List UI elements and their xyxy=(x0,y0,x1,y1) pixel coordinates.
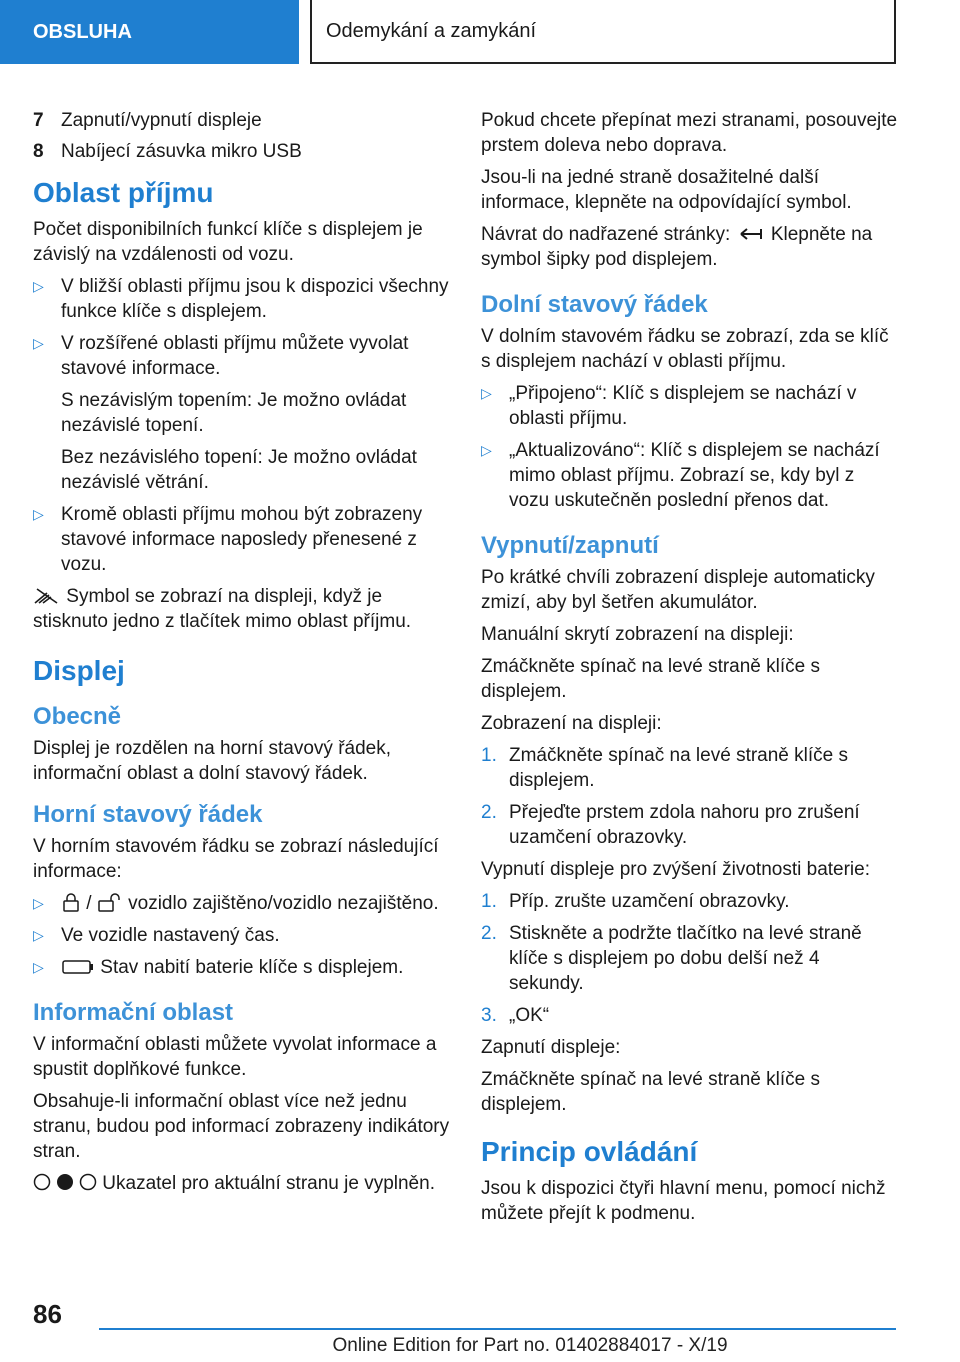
step-text: Příp. zrušte uzamčení obrazovky. xyxy=(509,891,790,912)
list-item-text: „Aktualizováno“: Klíč s displejem se nachází mimo oblast příjmu. Zobrazí se, kdy byl z vozu uskutečněn poslední přenos dat. xyxy=(509,440,880,511)
heading-dolni-stavovy-radek: Dolní stavový řádek xyxy=(481,291,708,318)
step-text: „OK“ xyxy=(509,1005,550,1026)
paragraph: Počet disponibilních funkcí klíče s displejem je závislý na vzdálenosti od vozu. xyxy=(33,219,423,265)
legend-item xyxy=(33,108,451,133)
list-item xyxy=(33,274,451,324)
paragraph: Jsou-li na jedné straně dosažitelné další informace, klepněte na odpovídající symbol. xyxy=(481,167,852,213)
symbol-paragraph xyxy=(33,584,451,634)
heading-vypnuti-zapnuti: Vypnutí/zapnutí xyxy=(481,532,659,559)
ordered-item xyxy=(481,889,899,914)
no-signal-icon xyxy=(33,587,61,605)
page-dots-icon xyxy=(33,1172,97,1192)
legend-text: Nabíjecí zásuvka mikro USB xyxy=(61,141,302,162)
heading-horni-stavovy-radek: Horní stavový řádek xyxy=(33,801,263,828)
ordered-item xyxy=(481,1003,899,1028)
list-item xyxy=(33,923,451,948)
heading-obecne: Obecně xyxy=(33,703,122,730)
ordered-item xyxy=(481,743,899,793)
list-item-body xyxy=(61,891,451,916)
paragraph: V horním stavovém řádku se zobrazí následující informace: xyxy=(33,836,439,882)
lock-open-icon xyxy=(97,892,123,912)
step-number: 1. xyxy=(481,745,497,766)
footer-edition: Online Edition for Part no. 01402884017 - X/19 xyxy=(332,1335,728,1356)
step-text: Stiskněte a podržte tlačítko na levé straně klíče s displejem po dobu delší než 4 sekundy. xyxy=(509,923,862,994)
separator-slash: / xyxy=(86,893,92,914)
triangle-bullet-icon: ▷ xyxy=(33,927,44,943)
chapter-header xyxy=(312,0,896,64)
ordered-item xyxy=(481,800,899,850)
paragraph-back xyxy=(481,222,899,272)
footer-rule xyxy=(99,1328,896,1330)
dots-paragraph xyxy=(33,1171,451,1196)
triangle-bullet-icon: ▷ xyxy=(33,959,44,975)
list-item-text: Kromě oblasti příjmu mohou být zobrazeny stavové informace naposledy přenesené z vozu. xyxy=(61,504,423,575)
paragraph: Vypnutí displeje pro zvýšení životnosti baterie: xyxy=(481,859,870,880)
list-item xyxy=(33,891,451,916)
heading-princip-ovladani: Princip ovládání xyxy=(481,1136,698,1167)
paragraph: Zmáčkněte spínač na levé straně klíče s displejem. xyxy=(481,656,820,702)
legend-text: Zapnutí/vypnutí displeje xyxy=(61,110,262,131)
list-item xyxy=(481,438,899,513)
step-number: 2. xyxy=(481,923,497,944)
triangle-bullet-icon: ▷ xyxy=(33,895,44,911)
list-item-body xyxy=(61,331,451,495)
ordered-item xyxy=(481,921,899,996)
list-item-text: Stav nabití baterie klíče s displejem. xyxy=(100,957,404,978)
paragraph: V dolním stavovém řádku se zobrazí, zda se klíč s displejem nachází v oblasti příjmu. xyxy=(481,326,889,372)
list-item-text: „Připojeno“: Klíč s displejem se nachází v oblasti příjmu. xyxy=(509,383,857,429)
battery-icon xyxy=(61,958,95,976)
list-item-text: Bez nezávislého topení: Je možno ovládat nezávislé větrání. xyxy=(61,447,417,493)
legend-number: 8 xyxy=(33,141,44,162)
right-column xyxy=(481,108,899,1233)
triangle-bullet-icon: ▷ xyxy=(33,278,44,294)
paragraph: Jsou k dispozici čtyři hlavní menu, pomocí nichž můžete přejít k podmenu. xyxy=(481,1178,886,1224)
lock-closed-icon xyxy=(61,892,81,912)
heading-informacni-oblast: Informační oblast xyxy=(33,999,234,1026)
paragraph: Po krátké chvíli zobrazení displeje automaticky zmizí, aby byl šetřen akumulátor. xyxy=(481,567,875,613)
step-text: Zmáčkněte spínač na levé straně klíče s displejem. xyxy=(509,745,848,791)
list-item xyxy=(481,381,899,431)
list-item xyxy=(33,331,451,495)
dots-note-text: Ukazatel pro aktuální stranu je vyplněn. xyxy=(102,1173,435,1194)
symbol-note-text: Symbol se zobrazí na displeji, když je stisknuto jedno z tlačítek mimo oblast příjmu. xyxy=(33,586,412,632)
section-tab xyxy=(0,0,299,64)
step-number: 2. xyxy=(481,802,497,823)
step-text: Přejeďte prstem zdola nahoru pro zrušení uzamčení obrazovky. xyxy=(509,802,860,848)
legend-number: 7 xyxy=(33,110,44,131)
chapter-title: Odemykání a zamykání xyxy=(326,19,537,42)
paragraph: V informační oblasti můžete vyvolat informace a spustit doplňkové funkce. xyxy=(33,1034,437,1080)
step-number: 3. xyxy=(481,1005,497,1026)
paragraph: Displej je rozdělen na horní stavový řádek, informační oblast a dolní stavový řádek. xyxy=(33,738,392,784)
paragraph: Zapnutí displeje: xyxy=(481,1037,621,1058)
paragraph: Manuální skrytí zobrazení na displeji: xyxy=(481,624,794,645)
list-item xyxy=(33,502,451,577)
list-item-body xyxy=(61,955,451,980)
paragraph: Pokud chcete přepínat mezi stranami, posouvejte prstem doleva nebo doprava. xyxy=(481,110,898,156)
triangle-bullet-icon: ▷ xyxy=(33,335,44,351)
paragraph-text: Klepněte na symbol šipky pod displejem. xyxy=(481,224,873,270)
paragraph: Zobrazení na displeji: xyxy=(481,713,662,734)
list-item xyxy=(33,955,451,980)
list-item-text: S nezávislým topením: Je možno ovládat nezávislé topení. xyxy=(61,390,407,436)
heading-displej: Displej xyxy=(33,655,125,686)
triangle-bullet-icon: ▷ xyxy=(481,385,492,401)
section-label: OBSLUHA xyxy=(33,20,132,43)
paragraph: Obsahuje-li informační oblast více než jednu stranu, budou pod informací zobrazeny indikátory stran. xyxy=(33,1091,450,1162)
list-item-text: V rozšířené oblasti příjmu můžete vyvolat stavové informace. xyxy=(61,333,409,379)
triangle-bullet-icon: ▷ xyxy=(33,506,44,522)
list-item-text: vozidlo zajištěno/vozidlo nezajištěno. xyxy=(128,893,439,914)
heading-oblast-prijmu: Oblast příjmu xyxy=(33,177,214,208)
list-item-text: Ve vozidle nastavený čas. xyxy=(61,925,280,946)
left-column xyxy=(33,108,451,1203)
list-item-text: V bližší oblasti příjmu jsou k dispozici všechny funkce klíče s displejem. xyxy=(61,276,449,322)
back-arrow-icon xyxy=(736,225,766,243)
paragraph-text: Návrat do nadřazené stránky: xyxy=(481,224,731,245)
page-number: 86 xyxy=(33,1299,62,1329)
legend-item xyxy=(33,139,451,164)
triangle-bullet-icon: ▷ xyxy=(481,442,492,458)
step-number: 1. xyxy=(481,891,497,912)
paragraph: Zmáčkněte spínač na levé straně klíče s displejem. xyxy=(481,1069,820,1115)
